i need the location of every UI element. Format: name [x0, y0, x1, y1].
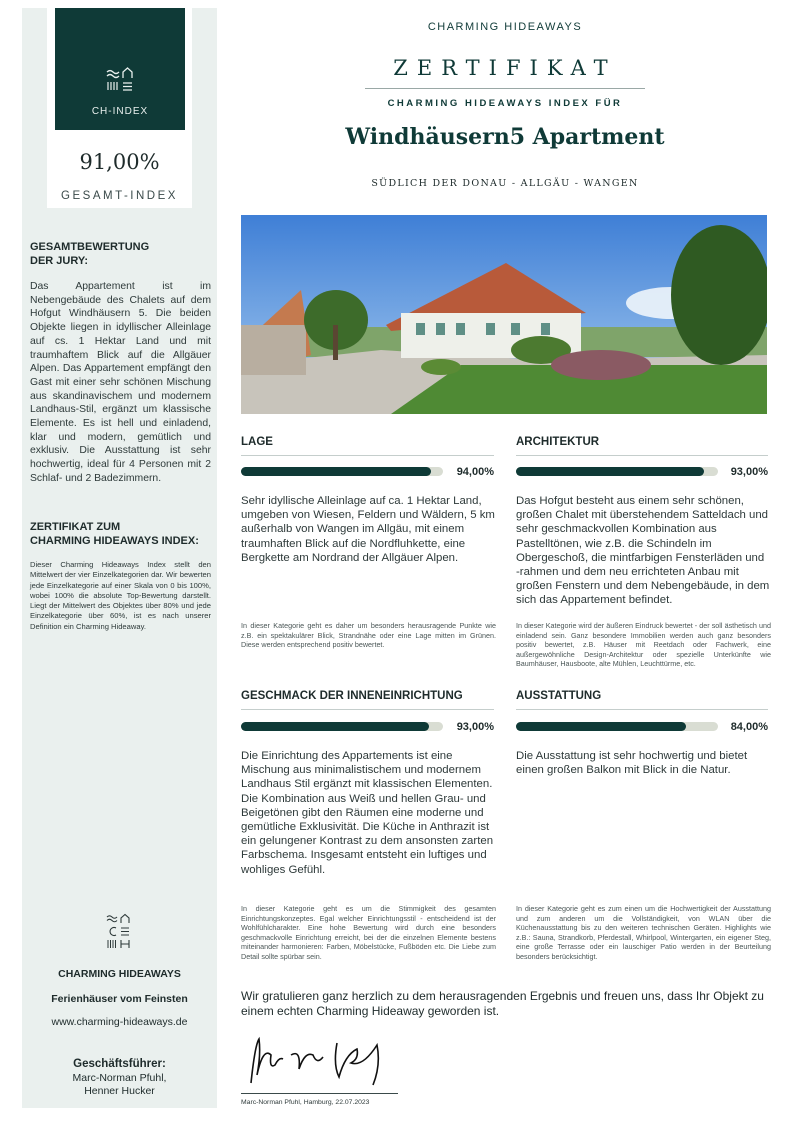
footer-url[interactable]: www.charming-hideaways.de — [51, 1016, 188, 1028]
cert-text: Dieser Charming Hideaways Index stellt den Mittelwert der vier Einzelkategorien dar. Wir bewerten jede Einzelkategorie auf einer Skala von 0 bis 100%, wobei 100% die absolute Top-Bewertung darstellt. Liegt der Mittelwert des Objektes über 80% und jede Einzelkategorie über 60%, ist es nach unserer Definition ein Charming Hideaway. — [30, 560, 211, 631]
progress-bar-lage — [241, 467, 443, 476]
brand-name: CHARMING HIDEAWAYS — [427, 21, 583, 33]
index-card — [47, 8, 192, 208]
ceo-name-1: Marc-Norman Pfuhl, — [72, 1072, 167, 1084]
category-text-geschmack: Die Einrichtung des Appartements ist eine Mischung aus minimalistischem und modernem Landhaus Stil ergänzt mit klassischen Elementen. Die Kombination aus Weiß und hellen Grau- und Beigetönen gibt den Räumen eine moderne und gemütliche Exklusivität. Die Küche in Anthrazit ist ein gelungener Kontrast zu dem ansonsten zarten Farbschema. Insgesamt entsteht ein luftiges und wohliges Gefühl. — [241, 750, 494, 876]
category-text-architektur: Das Hofgut besteht aus einem sehr schönen, großen Chalet mit überstehendem Satteldach und sehr geschmackvollen Kombination aus Pastelltönen, wie z.B. die Schindeln im Obergeschoß, die mintfarbigen Fensterläden und -rahmen und dem neu errichteten Anbau mit großen Fenstern und dem Nebengebäude, in dem sich das Appartement befindet. — [516, 495, 770, 607]
percent-geschmack: 93,00% — [456, 721, 494, 733]
percent-architektur: 93,00% — [730, 466, 768, 478]
total-score-label: GESAMT-INDEX — [61, 190, 178, 202]
progress-fill-ausstattung — [516, 722, 686, 731]
signature-image — [241, 1025, 401, 1093]
certificate-subtitle: CHARMING HIDEAWAYS INDEX FÜR — [387, 98, 623, 109]
cert-heading — [30, 520, 199, 548]
progress-fill-lage — [241, 467, 431, 476]
category-note-architektur: In dieser Kategorie wird der äußeren Eindruck bewertet - der soll ästhetisch und einladend sein. Ganz besondere Immobilien werden auch ganz besonders positiv bewertet, z.B. Häuser mit Reetdach oder Fachwerk, eine außergewöhnliche Design-Architektur oder spezielle Unterkünfte wie Baumhäuser, Hausboote, alte Mühlen, Leuchttürme, etc. — [516, 621, 771, 669]
hideaways-footer-logo-icon — [106, 913, 132, 953]
index-badge — [55, 8, 185, 130]
jury-text: Das Appartement ist im Nebengebäude des Chalets auf dem Hofgut Windhäusern 5. Die beiden Objekte liegen in idyllischer Alleinlage auf cs. 1 Hektar Land und mit traumhaftem Blick auf die Allgäuer Alpen. Das Appartement empfängt den Gast mit einer sehr schönen Mischung aus skandinavischem und modernem Landhaus-Stil, ergänzt um klassische Elemente. Es ist hell und einladend, klar und modern, gemütlich und exklusiv. Die Ausstattung ist sehr hochwertig, ideal für 4 Personen mit 2 Schlaf- und 2 Badezimmern. — [30, 281, 211, 484]
jury-heading-line-2: DER JURY: — [30, 255, 89, 267]
category-note-lage: In dieser Kategorie geht es daher um besonders herausragende Punkte wie z.B. ein spektakulärer Blick, Strandnähe oder eine Lage mitten im Grünen. Diese werden entsprechend positiv bewertet. — [241, 621, 496, 650]
category-title-lage: LAGE — [241, 436, 273, 448]
category-note-ausstattung: In dieser Kategorie geht es zum einen um die Hochwertigkeit der Ausstattung und zum anderen um die Vollständigkeit, von WLAN über die Küchenausstattung bis zu den weiteren technischen Geräten. Highlights wie z.B.: Sauna, Strandkorb, Pferdestall, Whirlpool, Wintergarten, ein eigener Steg, eine große Terrasse oder ein lauschiger Patio werden in der Beurteilung besonders berücksichtigt. — [516, 904, 771, 961]
category-rule — [241, 709, 494, 710]
progress-fill-architektur — [516, 467, 704, 476]
percent-ausstattung: 84,00% — [730, 721, 768, 733]
category-title-ausstattung: AUSSTATTUNG — [516, 690, 602, 702]
percent-lage: 94,00% — [456, 466, 494, 478]
progress-bar-ausstattung — [516, 722, 718, 731]
category-title-architektur: ARCHITEKTUR — [516, 436, 600, 448]
total-score: 91,00% — [79, 150, 160, 174]
object-region: SÜDLICH DER DONAU - ALLGÄU - WANGEN — [371, 178, 639, 189]
category-note-geschmack: In dieser Kategorie geht es um die Stimmigkeit des gesamten Einrichtungskonzeptes. Egal welcher Einrichtungsstil - entscheidend ist der Wohlfühlcharakter. Eine hohe Bewertung wird durch eine besonders geschmackvolle Einrichtung erreicht, bei der die einzelnen Elemente bestens miteinander harmonieren: Farben, Möbelstücke, Fußböden etc. Die Liebe zum Detail sollte spürbar sein. — [241, 904, 496, 961]
progress-bar-architektur — [516, 467, 718, 476]
title-rule — [365, 88, 645, 89]
congratulations-text: Wir gratulieren ganz herzlich zu dem herausragenden Ergebnis und freuen uns, dass Ihr Objekt zu einem echten Charming Hideaway geworden ist. — [241, 989, 764, 1018]
category-rule — [241, 455, 494, 456]
property-photo — [241, 215, 767, 414]
progress-fill-geschmack — [241, 722, 429, 731]
object-name: Windhäusern5 Apartment — [345, 124, 665, 150]
cert-heading-line-2: CHARMING HIDEAWAYS INDEX: — [30, 535, 199, 547]
category-rule — [516, 455, 768, 456]
ceo-label: Geschäftsführer: — [73, 1058, 166, 1070]
category-text-ausstattung: Die Ausstattung ist sehr hochwertig und bietet einen großen Balkon mit Blick in die Natur. — [516, 750, 748, 777]
hideaways-logo-icon — [105, 66, 135, 94]
signature-caption: Marc-Norman Pfuhl, Hamburg, 22.07.2023 — [241, 1099, 370, 1106]
ceo-name-2: Henner Hucker — [84, 1085, 155, 1097]
footer-tagline: Ferienhäuser vom Feinsten — [51, 993, 188, 1005]
certificate-title: ZERTIFIKAT — [393, 56, 617, 80]
sidebar — [22, 8, 217, 1108]
category-rule — [516, 709, 768, 710]
category-title-geschmack: GESCHMACK DER INNENEINRICHTUNG — [241, 690, 463, 702]
jury-heading-line-1: GESAMTBEWERTUNG — [30, 241, 150, 253]
signature-line — [241, 1093, 398, 1094]
jury-heading — [30, 240, 149, 268]
index-label: CH-INDEX — [91, 106, 149, 117]
footer-company-name: CHARMING HIDEAWAYS — [58, 968, 181, 980]
progress-bar-geschmack — [241, 722, 443, 731]
cert-heading-line-1: ZERTIFIKAT ZUM — [30, 521, 121, 533]
category-text-lage: Sehr idyllische Alleinlage auf ca. 1 Hektar Land, umgeben von Wiesen, Feldern und Wäldern, 5 km außerhalb von Wangen im Allgäu, mit einem traumhaften Blick auf die Nordfluhkette, eine Bergkette am Nordrand der Allgäuer Alpen. — [241, 495, 495, 564]
